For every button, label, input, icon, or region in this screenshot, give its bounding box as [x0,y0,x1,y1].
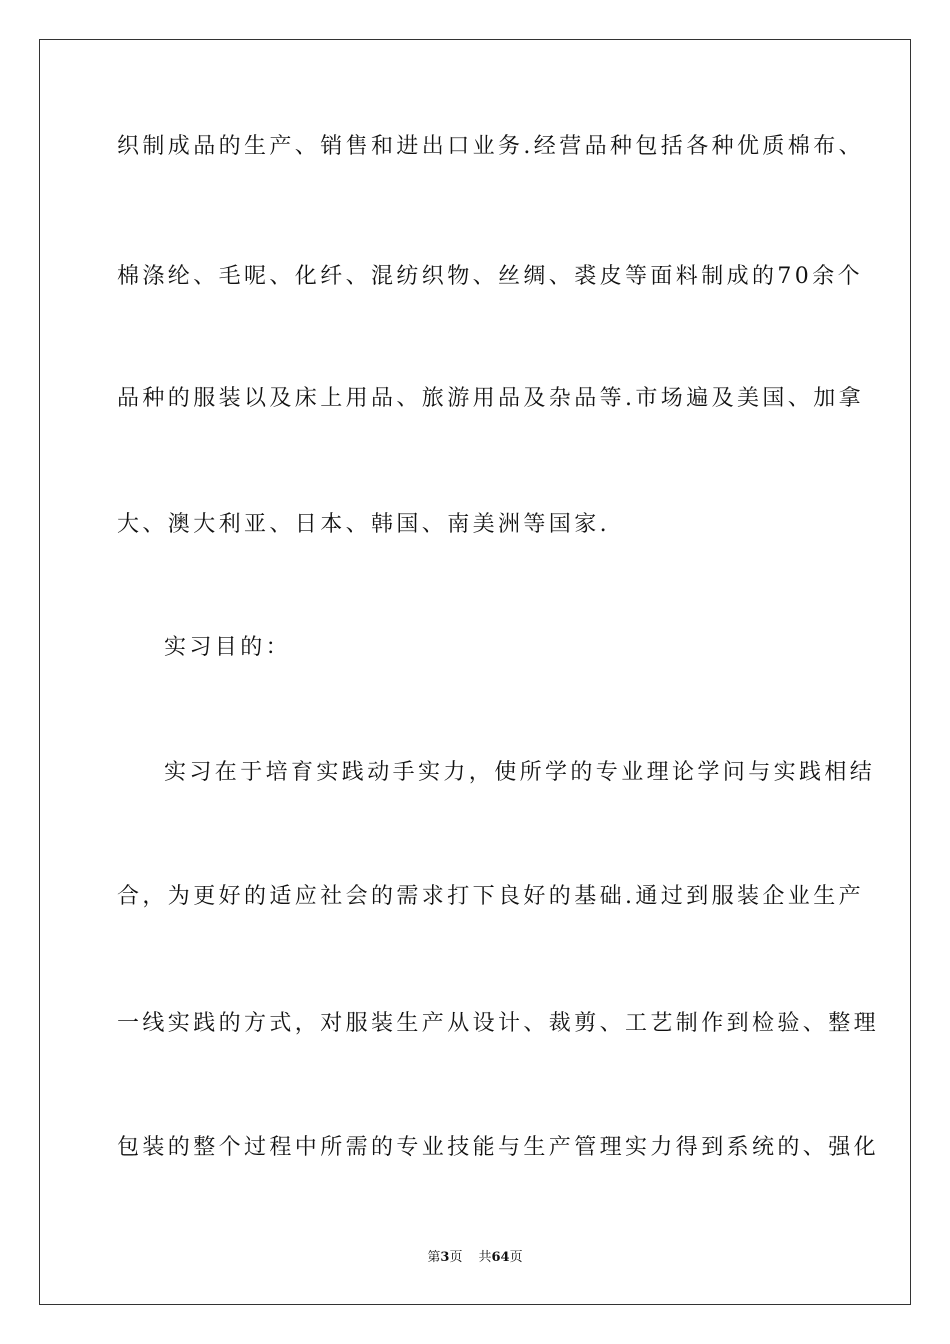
footer-total-prefix: 共 [478,1250,492,1265]
footer-page-prefix: 第 [427,1250,441,1265]
body-text-line: 一线实践的方式，对服装生产从设计、裁剪、工艺制作到检验、整理 [117,1011,880,1036]
body-text-line: 实习在于培育实践动手实力，使所学的专业理论学问与实践相结 [164,760,876,785]
footer-page-number: 3 [440,1250,450,1265]
footer-total-pages: 64 [491,1250,510,1265]
body-text-line: 品种的服装以及床上用品、旅游用品及杂品等.市场遍及美国、加拿 [117,386,864,411]
page-border [39,39,911,1305]
body-text-line: 包装的整个过程中所需的专业技能与生产管理实力得到系统的、强化 [117,1135,880,1160]
body-text-line: 织制成品的生产、销售和进出口业务.经营品种包括各种优质棉布、 [117,134,864,159]
body-text-line: 棉涤纶、毛呢、化纤、混纺织物、丝绸、裘皮等面料制成的70余个 [117,264,863,289]
section-heading: 实习目的： [164,635,292,660]
page-footer [0,1249,950,1267]
body-text-line: 大、澳大利亚、日本、韩国、南美洲等国家. [117,512,610,537]
body-text-line: 合，为更好的适应社会的需求打下良好的基础.通过到服装企业生产 [117,884,864,909]
footer-total-suffix: 页 [509,1250,523,1265]
footer-page-suffix: 页 [449,1250,463,1265]
